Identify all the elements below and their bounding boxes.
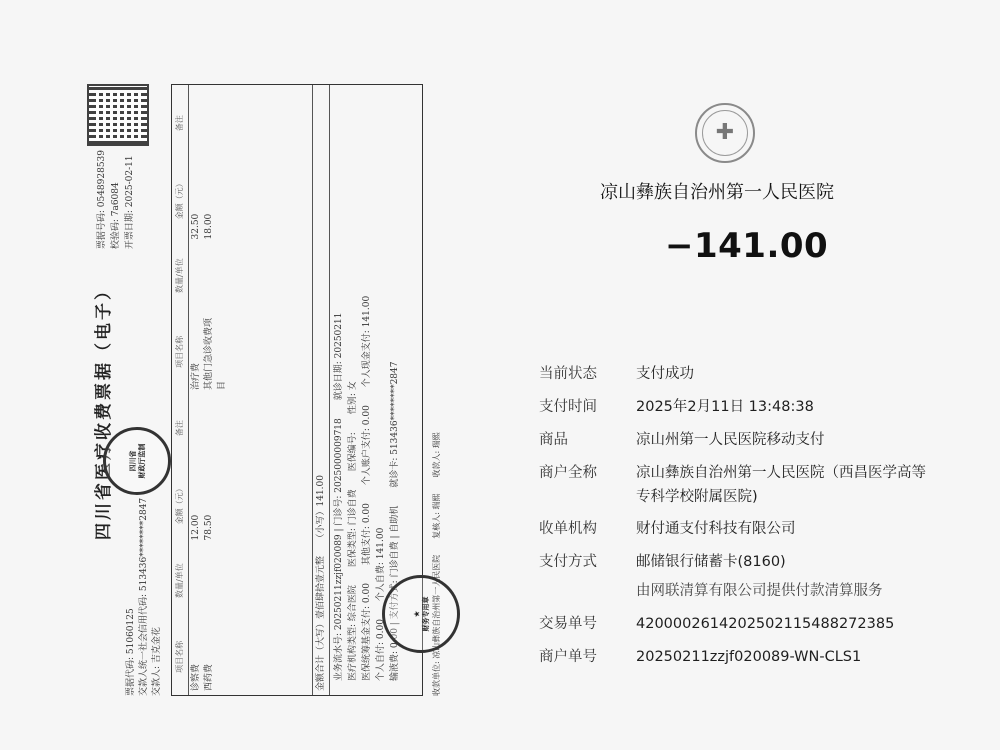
detail-label: 支付时间 bbox=[539, 399, 597, 415]
receipt-total: 金额合计（大写）壹佰肆拾壹元整 （小写）141.00 bbox=[312, 85, 330, 695]
detail-value: 4200002614202502115488272385 bbox=[636, 616, 895, 632]
receipt-code: 票据代码: 51060125 bbox=[126, 608, 136, 696]
item-amount: 12.00 bbox=[191, 514, 201, 541]
header-cell: 数量/单位 bbox=[175, 258, 184, 293]
detail-label: 商户全称 bbox=[539, 465, 597, 481]
item-name: 治疗费 bbox=[191, 362, 201, 390]
receipt-table bbox=[171, 84, 430, 696]
receipt-title: 四川省医疗收费票据（电子） bbox=[94, 280, 114, 540]
hospital-seal: ★ 财务专用章 bbox=[382, 575, 460, 653]
scanned-receipt bbox=[60, 70, 450, 710]
item-name: 诊察费 bbox=[191, 663, 201, 691]
detail-label: 商品 bbox=[539, 432, 568, 448]
detail-value: 支付成功 bbox=[636, 366, 694, 382]
other-info-line: 个人自付: 0.00 个人自费: 141.00 bbox=[376, 527, 386, 681]
payment-amount: −141.00 bbox=[665, 226, 829, 266]
item-amount: 78.50 bbox=[204, 514, 214, 541]
detail-label: 支付方式 bbox=[539, 554, 597, 570]
detail-label: 当前状态 bbox=[539, 366, 597, 382]
receipt-body bbox=[85, 80, 441, 700]
other-info-line: 输液费: 0.00 | 支付方式: 门诊自费 | 自助机 就诊卡: 513436********2847 bbox=[390, 361, 400, 681]
payer-name: 交款人: 吉克金花 bbox=[152, 627, 162, 696]
red-cross-icon: ✚ bbox=[715, 120, 735, 145]
item-name: 西药费 bbox=[204, 663, 214, 691]
detail-value: 邮储银行储蓄卡(8160) bbox=[636, 554, 786, 570]
item-amount: 32.50 bbox=[191, 213, 201, 240]
detail-label: 商户单号 bbox=[539, 649, 597, 665]
finance-seal: 四川省 财政厅监制 bbox=[103, 427, 171, 495]
receipt-date: 开票日期: 2025-02-11 bbox=[125, 155, 135, 250]
merchant-title: 凉山彝族自治州第一人民医院 bbox=[600, 182, 834, 203]
header-cell: 备注 bbox=[175, 420, 184, 437]
detail-value: 20250211zzjf020089-WN-CLS1 bbox=[636, 649, 862, 665]
detail-value: 凉山彝族自治州第一人民医院（西昌医学高等专科学校附属医院) bbox=[636, 465, 926, 505]
item-name: 其他门急诊收费项目 bbox=[204, 317, 227, 390]
qr-code-icon bbox=[87, 84, 149, 146]
other-info-line: 业务流水号: 20250211zzjf020089 | 门诊号: 2025000009718 就诊日期: 20250211 bbox=[334, 312, 344, 681]
other-info-line: 医保统筹基金支付: 0.00 其他支付: 0.00 个人账户支付: 0.00 个人现金支付: 141.00 bbox=[362, 295, 372, 681]
detail-label: 交易单号 bbox=[539, 616, 597, 632]
header-cell: 金额（元） bbox=[175, 484, 184, 525]
detail-value: 财付通支付科技有限公司 bbox=[636, 521, 796, 537]
header-cell: 项目名称 bbox=[175, 335, 184, 368]
header-cell: 备注 bbox=[175, 115, 184, 132]
receipt-table-header bbox=[172, 85, 189, 695]
item-amount: 18.00 bbox=[204, 213, 214, 240]
receipt-footer: 收款单位: 凉山彝族自治州第一人民医院 复核人: 瑞熙 收款人: 瑞熙 bbox=[432, 432, 441, 696]
hospital-logo-icon bbox=[695, 103, 755, 163]
other-info-line: 医疗机构类型: 综合医院 医保类型: 门诊自费 医保编号: 性别: 女 bbox=[348, 381, 358, 681]
detail-value: 凉山州第一人民医院移动支付 bbox=[636, 432, 825, 448]
detail-label: 收单机构 bbox=[539, 521, 597, 537]
receipt-number: 票据号码: 0548928539 bbox=[97, 150, 107, 250]
detail-value: 2025年2月11日 13:48:38 bbox=[636, 399, 814, 415]
payer-credit-code: 交款人统一社会信用代码: 513436********2847 bbox=[139, 497, 149, 696]
receipt-check-code: 校验码: 7a6084 bbox=[111, 182, 121, 250]
header-cell: 金额（元） bbox=[175, 179, 184, 220]
clearing-note: 由网联清算有限公司提供付款清算服务 bbox=[636, 583, 883, 599]
receipt-meta-left bbox=[125, 498, 164, 696]
header-cell: 数量/单位 bbox=[175, 563, 184, 598]
header-cell: 项目名称 bbox=[175, 640, 184, 673]
